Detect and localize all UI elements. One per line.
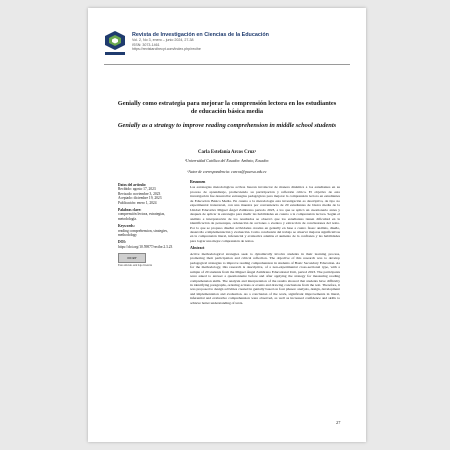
keywords-es: comprensión lectora, estrategias, metodología. bbox=[118, 212, 166, 221]
dates-heading: Datos del artículo: bbox=[118, 183, 147, 187]
journal-header bbox=[132, 32, 352, 52]
journal-url[interactable]: https://revistarcihecyt.com/index.php/recihe bbox=[132, 47, 201, 52]
doi-link[interactable]: https://doi.org/10.59877/recihe.2.3.23 bbox=[118, 244, 173, 249]
abstract-text: Active methodological strategies seek to dynamically involve students in their learning process, promoting their participation and critical reflection. The objective of this research was to develop pedagogical strategies to improve reading comprehension in students of Basic Secondary Education. As for the methodology, this research is descriptive, of a non-experimental cross-sectional type, with a sample of 20 students from the Miguel Ángel Zambrano Educational Unit, period 2023. The participants were asked to answer a questionnaire before and after applying the strategy for measuring reading comprehension skills. The analysis and interpretation of the results showed that students have difficulty in identifying paragraphs, ordering actions or events and drawing conclusions from the text. Therefore, it was proposed to design activities created in genially based on four phases: analysis, design, development and implementation and evaluation. As a conclusion of the work, significant improvements in literal, inferential and evaluative comprehension were observed, as well as increased confidence and skills to achieve better understanding of texts. bbox=[190, 251, 340, 305]
resumen-text: Las estrategias metodológicas activas buscan involucrar de manera dinámica a los estudiantes en su proceso de aprendizaje, promoviendo su participación y reflexión crítica. El objetivo de esta investigación fue desarrollar estrategias pedagógicas para mejorar la comprensión lectora en estudiantes de Educación Básica Media. En cuanto a la metodología esta investigación es descriptiva, de tipo no experimental transversal, con una muestra por conveniencia de 20 estudiantes de básica media de la Unidad Educativa Miguel Ángel Zambrano periodo 2023, a los que se aplicó un cuestionario antes y después de aplicar la estrategia para medir las habilidades en cuanto a la comprensión lectora. Según el análisis e interpretación de los resultados se observó que los estudiantes tienen dificultad en la identificación de personajes, ordenación de acciones o eventos y extracción de conclusiones del texto. Por lo que se propuso diseñar actividades creadas en genially en base a cuatro fases: análisis, diseño, desarrollo e implementación y evaluación. Como conclusión del trabajo se observó mejoras significativas en la comprensión literal, inferencial y evaluativa además el aumento de la confianza y las habilidades para lograr una mejor comprensión de textos. bbox=[190, 185, 340, 243]
keywords-es-heading: Palabras clave: bbox=[118, 208, 142, 213]
keywords-en-heading: Keywords: bbox=[118, 224, 135, 229]
author-affiliation: ¹Universidad Católica del Ecuador. Ambato, Ecuador. bbox=[184, 159, 270, 163]
article-title-en: Genially as a strategy to improve reading comprehension in middle school students bbox=[117, 122, 337, 129]
journal-issn: ISSN: 3073-1461 bbox=[132, 42, 160, 47]
abstract-heading: Abstract bbox=[190, 246, 205, 251]
date-revised: Revisado: noviembre 3, 2023 bbox=[118, 191, 161, 196]
article-title-es: Genially como estrategia para mejorar la comprensión lectora en los estudiantes de educación básica media bbox=[117, 100, 337, 115]
document-page bbox=[88, 8, 366, 442]
date-accepted: Aceptado: diciembre 19, 2023 bbox=[118, 196, 162, 201]
doi-heading: DOI: bbox=[118, 240, 126, 245]
article-dates bbox=[118, 187, 174, 205]
recihe-logo-icon bbox=[104, 30, 126, 56]
license-note: Este artículo está bajo licencia bbox=[118, 264, 153, 268]
date-received: Recibido: agosto 17, 2023 bbox=[118, 187, 156, 192]
cc-license-badge-text: CC BY bbox=[127, 256, 137, 261]
journal-volume: Vol. 2, No 3, enero – junio 2024, 27-38 bbox=[132, 38, 194, 42]
date-published: Publicación: enero 1, 2024 bbox=[118, 200, 157, 205]
resumen-heading: Resumen bbox=[190, 180, 206, 184]
abstract-column bbox=[190, 180, 340, 308]
keywords-en: reading comprehension, strategies, methodology bbox=[118, 228, 168, 238]
correspondence-email: ¹Autor de correspondencia: carcos@pucesa.edu.ec bbox=[187, 170, 267, 174]
page-number: 27 bbox=[336, 420, 341, 425]
journal-name: Revista de Investigación en Ciencias de la Educación bbox=[132, 32, 269, 38]
cc-license-badge-icon[interactable] bbox=[118, 253, 146, 263]
author-name: Carla Estefanía Arcos Cruz¹ bbox=[198, 150, 256, 155]
article-info-column bbox=[118, 180, 174, 268]
header-rule bbox=[104, 64, 350, 65]
